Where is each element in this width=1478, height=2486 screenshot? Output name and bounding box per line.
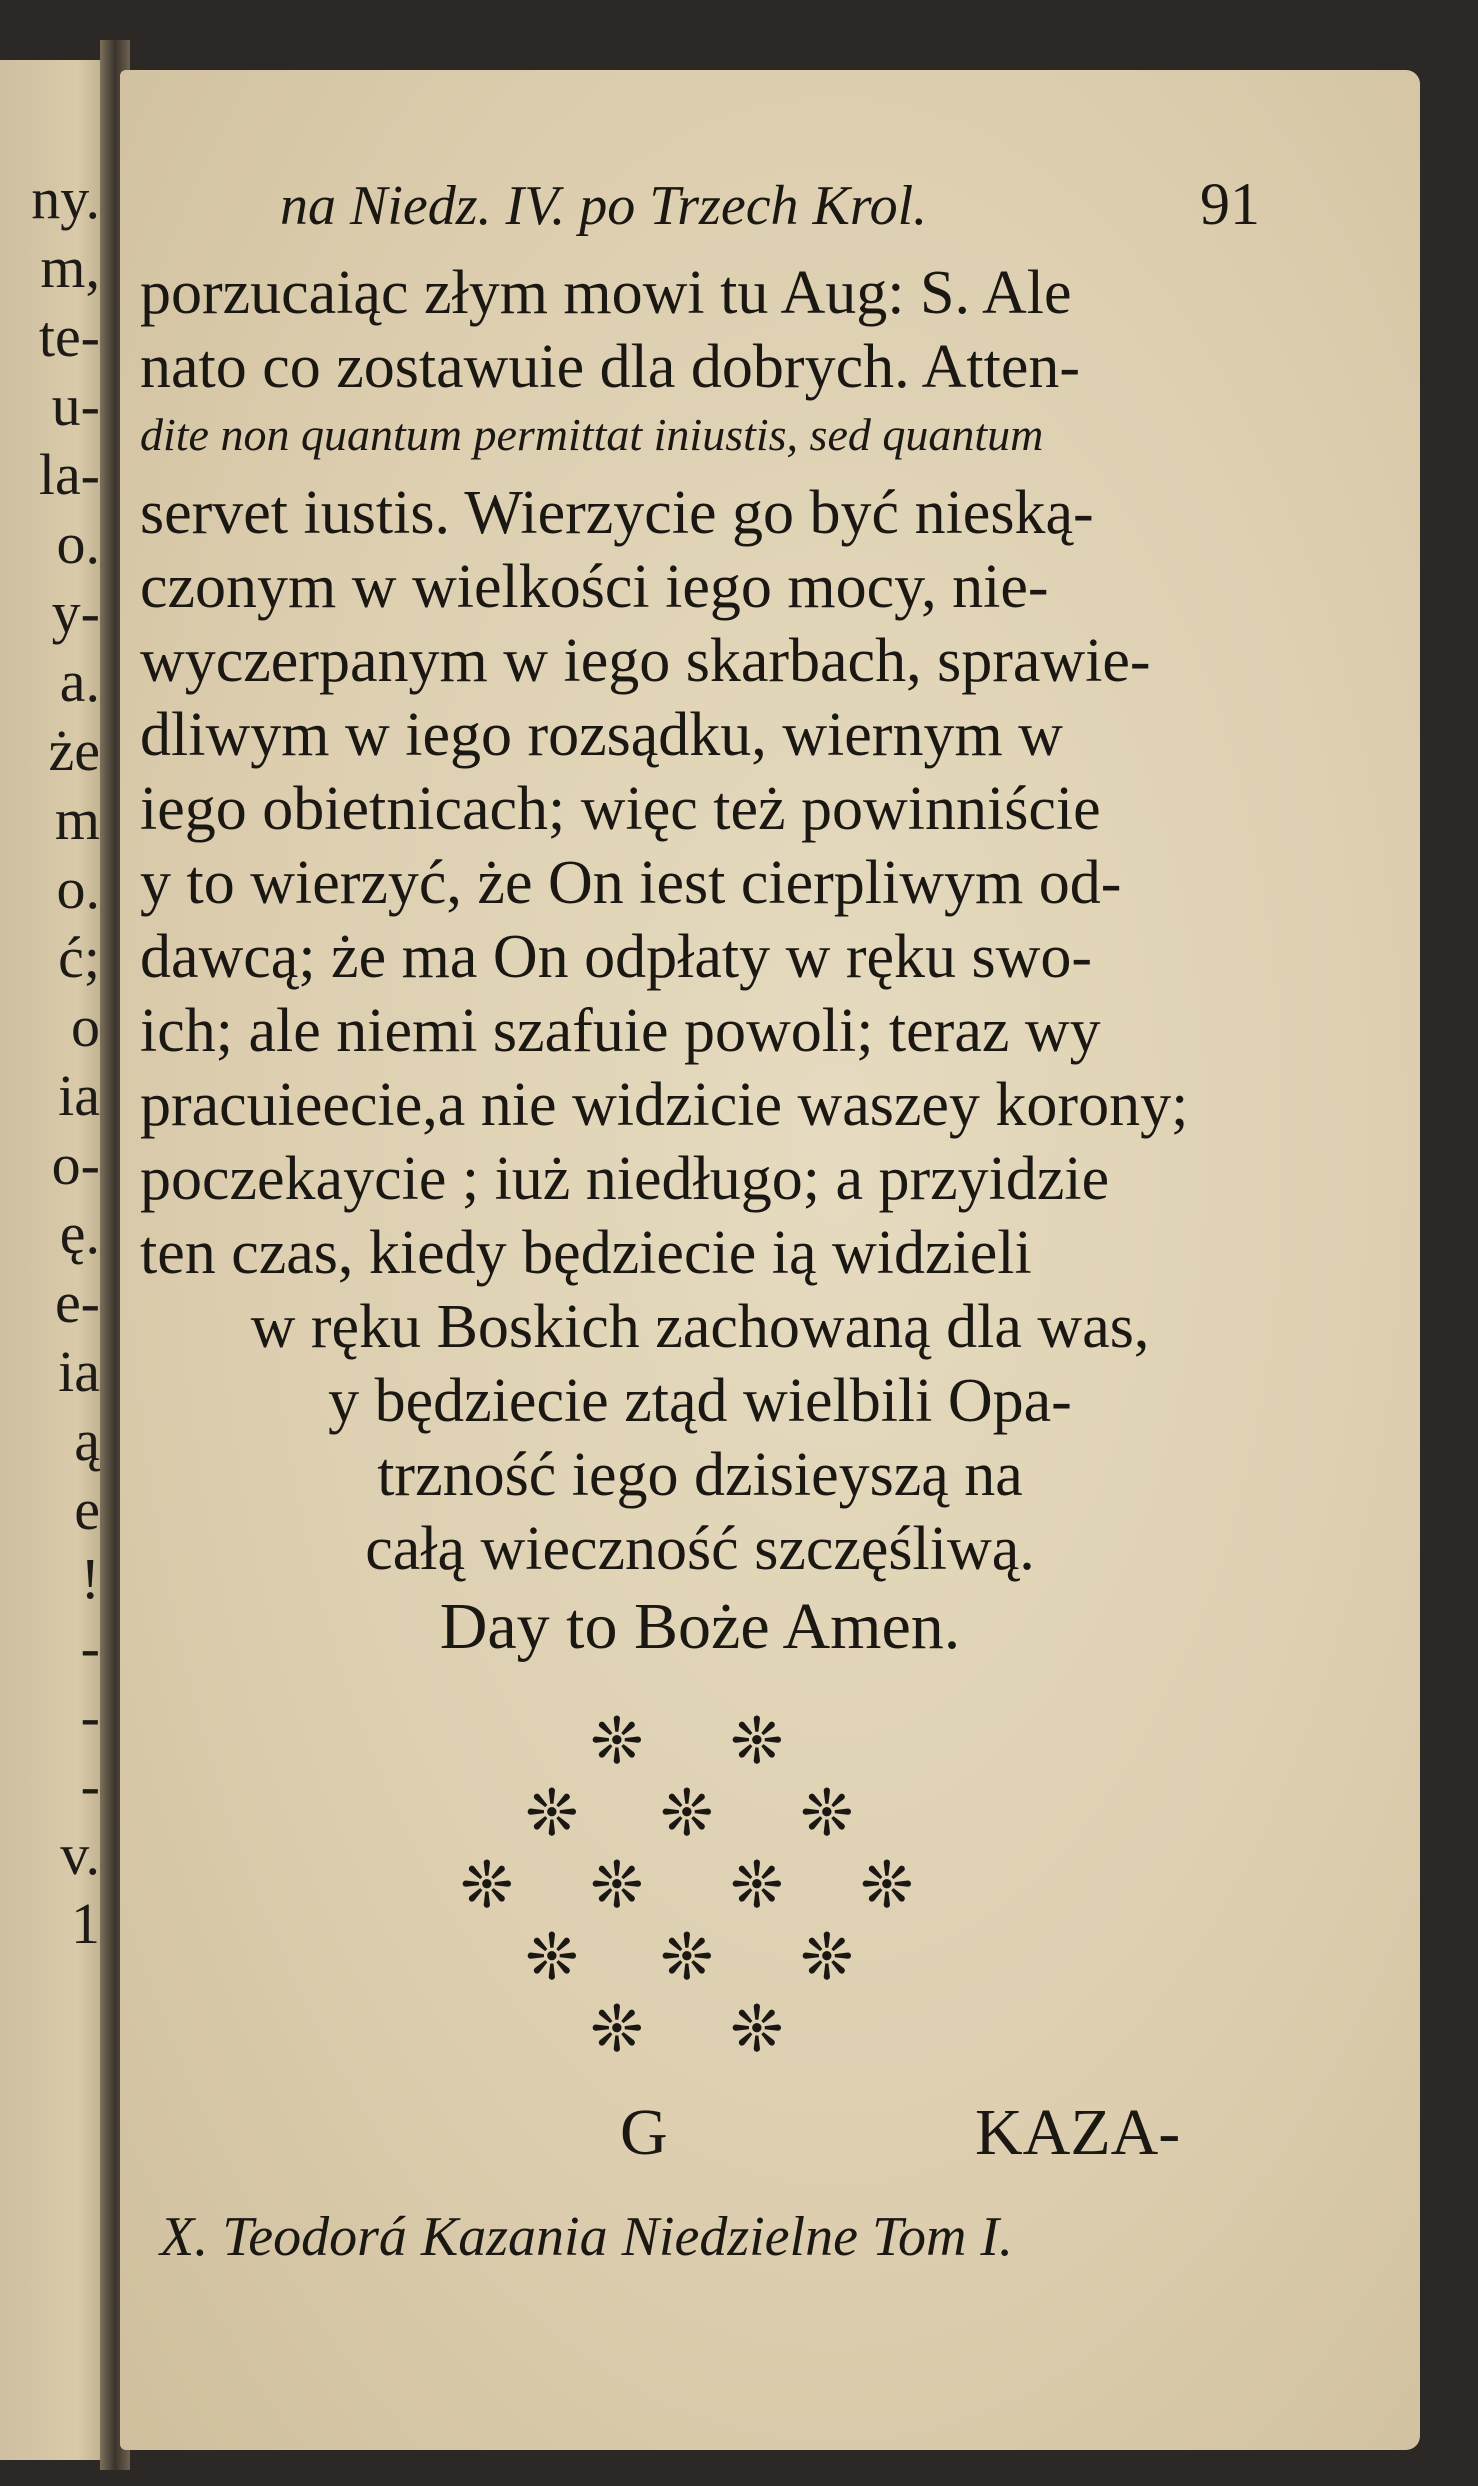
margin-fragment: ia (58, 1063, 100, 1128)
margin-fragment: v. (60, 1822, 100, 1887)
margin-fragment: e- (54, 1270, 100, 1335)
printer-ornament (440, 1705, 960, 2110)
ornament-fleuron-icon: ❊ (660, 1777, 714, 1851)
text-line: pracuieecie,a nie widzicie waszey korony; (140, 1071, 1189, 1139)
left-page-edge (0, 60, 110, 2460)
text-line: dite non quantum permittat iniustis, sed quantum (140, 409, 1044, 460)
margin-fragment: ą (74, 1408, 100, 1473)
margin-fragment: u- (51, 373, 100, 438)
margin-fragment: - (80, 1684, 100, 1749)
margin-fragment: o (71, 994, 100, 1059)
text-line: servet iustis. Wierzycie go być nieską- (140, 479, 1094, 547)
ornament-fleuron-icon: ❊ (525, 1777, 579, 1851)
ornament-fleuron-icon: ❊ (525, 1921, 579, 1995)
signature-mark: G (620, 2096, 668, 2169)
running-head-title: na Niedz. IV. po Trzech Krol. (280, 175, 928, 237)
text-line: ich; ale niemi szafuie powoli; teraz wy (140, 997, 1101, 1065)
text-line: ten czas, kiedy będziecie ią widzieli (140, 1219, 1032, 1287)
ornament-fleuron-icon: ❊ (460, 1849, 514, 1923)
ornament-fleuron-icon: ❊ (730, 1705, 784, 1779)
text-line: w ręku Boskich zachowaną dla was, (250, 1293, 1150, 1361)
ornament-fleuron-icon: ❊ (590, 1849, 644, 1923)
running-head (270, 160, 1260, 250)
margin-fragment: ę. (59, 1201, 100, 1266)
text-line: czonym w wielkości iego mocy, nie- (140, 553, 1049, 621)
page-number: 91 (1200, 171, 1260, 237)
margin-fragment: ć; (58, 925, 100, 990)
text-line: y to wierzyć, że On iest cierpliwym od- (140, 849, 1122, 917)
margin-fragment: 1 (71, 1891, 100, 1956)
catchword: KAZA- (975, 2096, 1181, 2169)
margin-fragment: o. (56, 511, 100, 576)
ornament-fleuron-icon: ❊ (800, 1777, 854, 1851)
margin-fragment: y- (51, 580, 100, 645)
margin-fragment: a. (59, 649, 100, 714)
ornament-fleuron-icon: ❊ (660, 1921, 714, 1995)
footer-title: X. Teodorá Kazania Niedzielne Tom I. (160, 2206, 1014, 2268)
text-line: poczekaycie ; iuż niedługo; a przyidzie (140, 1145, 1110, 1213)
text-line: trzność iego dzisieyszą na (377, 1441, 1023, 1509)
margin-fragment: m (54, 787, 100, 852)
margin-fragment: ia (58, 1339, 100, 1404)
text-line: dliwym w iego rozsądku, wiernym w (140, 701, 1063, 769)
text-line: wyczerpanym w iego skarbach, sprawie- (140, 627, 1151, 695)
text-line: dawcą; że ma On odpłaty w ręku swo- (140, 923, 1093, 991)
ornament-fleuron-icon: ❊ (860, 1849, 914, 1923)
text-line: całą wieczność szczęśliwą. (365, 1515, 1035, 1583)
ornament-fleuron-icon: ❊ (730, 1993, 784, 2067)
ornament-fleuron-icon: ❊ (590, 1993, 644, 2067)
ornament-fleuron-icon: ❊ (590, 1705, 644, 1779)
margin-fragment: że (48, 718, 100, 783)
margin-fragment: ! (80, 1546, 100, 1611)
margin-fragment: o. (56, 856, 100, 921)
margin-fragment: te- (38, 304, 100, 369)
text-line: porzucaiąc złym mowi tu Aug: S. Ale (140, 259, 1072, 327)
margin-fragment: e (74, 1477, 100, 1542)
text-line: nato co zostawuie dla dobrych. Atten- (140, 333, 1081, 401)
ornament-fleuron-icon: ❊ (800, 1921, 854, 1995)
ornament-fleuron-icon: ❊ (730, 1849, 784, 1923)
margin-fragment: o- (51, 1132, 100, 1197)
margin-fragment: - (80, 1615, 100, 1680)
margin-fragment: m, (40, 235, 100, 300)
text-line: y będziecie ztąd wielbili Opa- (328, 1367, 1072, 1435)
closing-line: Day to Boże Amen. (439, 1590, 961, 1663)
margin-fragment: la- (38, 442, 100, 507)
text-line: iego obietnicach; więc też powinniście (140, 775, 1101, 843)
margin-fragment: - (80, 1753, 100, 1818)
margin-fragment: ny. (31, 166, 100, 231)
